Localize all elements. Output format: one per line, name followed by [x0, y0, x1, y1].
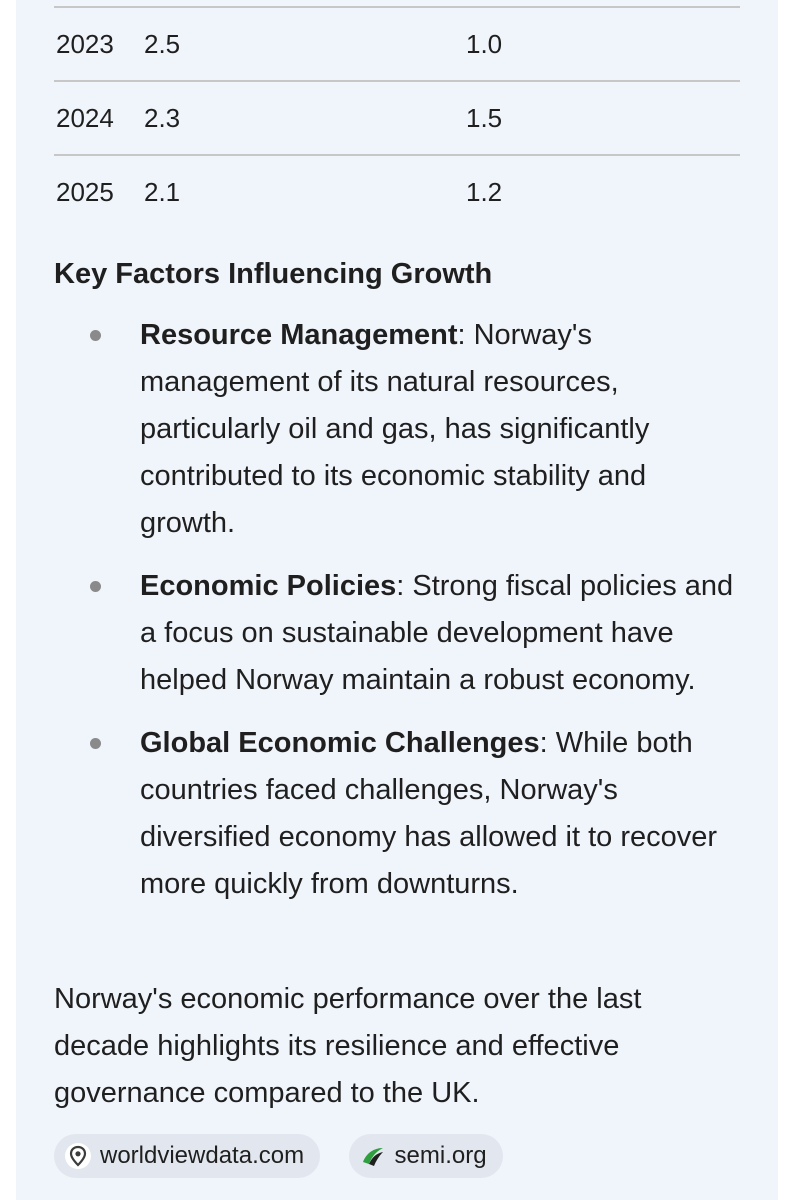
value-cell: 1.0 — [466, 29, 503, 59]
year-cell: 2024 — [56, 103, 114, 133]
factor-text: : Norway's management of its natural resources, particularly oil and gas, has significantly contributed to its economic stability and growth. — [140, 319, 650, 539]
source-chips — [54, 1134, 527, 1178]
year-cell: 2025 — [56, 177, 114, 207]
value-cell: 1.5 — [466, 103, 503, 133]
list-item — [54, 563, 744, 704]
factor-title: Resource Management — [140, 319, 458, 351]
summary-paragraph: Norway's economic performance over the last decade highlights its resilience and effective governance compared to the UK. — [54, 983, 642, 1109]
location-pin-icon — [64, 1142, 92, 1170]
table-row — [54, 82, 740, 156]
factor-text: : Strong fiscal policies and a focus on sustainable development have helped Norway maintain a robust economy. — [140, 570, 734, 696]
bullet-dot-icon — [90, 330, 101, 341]
growth-table — [54, 0, 740, 228]
list-item — [54, 312, 744, 547]
source-chip-worldviewdata[interactable] — [54, 1134, 320, 1178]
factor-list — [54, 312, 744, 924]
bullet-dot-icon — [90, 581, 101, 592]
bullet-dot-icon — [90, 738, 101, 749]
value-cell: 1.2 — [466, 177, 503, 207]
table-row — [54, 8, 740, 82]
response-card — [16, 0, 778, 1200]
section-heading: Key Factors Influencing Growth — [54, 258, 493, 290]
list-item — [54, 720, 744, 908]
value-cell: 2.3 — [144, 103, 181, 133]
table-row — [54, 156, 740, 228]
value-cell: 2.1 — [144, 177, 181, 207]
source-label: worldviewdata.com — [100, 1142, 305, 1169]
source-chip-semi[interactable] — [349, 1134, 503, 1178]
factor-title: Economic Policies — [140, 570, 397, 602]
factor-title: Global Economic Challenges — [140, 727, 540, 759]
year-cell: 2023 — [56, 29, 114, 59]
source-label: semi.org — [394, 1142, 487, 1169]
factor-text: : While both countries faced challenges, Norway's diversified economy has allowed it to recover more quickly from downturns. — [140, 727, 718, 900]
value-cell: 2.5 — [144, 29, 181, 59]
semi-logo-icon — [359, 1142, 387, 1170]
